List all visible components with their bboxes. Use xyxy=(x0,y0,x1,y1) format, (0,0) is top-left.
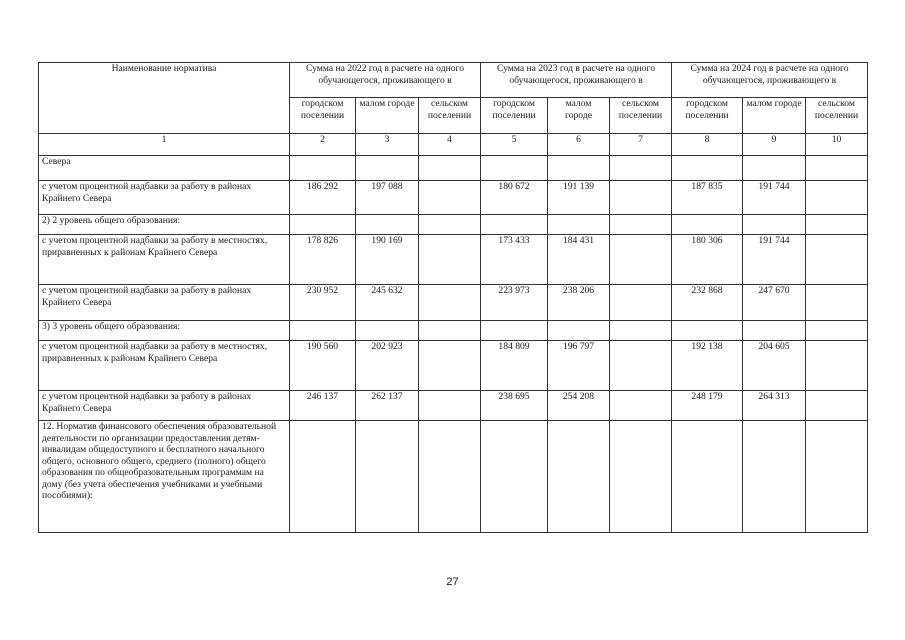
row-label: с учетом процентной надбавки за работу в районах Крайнего Севера xyxy=(39,285,290,321)
value-cell xyxy=(356,156,419,181)
value-cell xyxy=(356,421,419,533)
col-number: 5 xyxy=(481,134,548,156)
value-cell xyxy=(610,341,672,391)
table-row xyxy=(39,156,868,181)
value-cell: 173 433 xyxy=(481,235,548,285)
value-cell xyxy=(548,215,610,235)
value-cell xyxy=(419,285,481,321)
row-label: с учетом процентной надбавки за работу в районах Крайнего Севера xyxy=(39,391,290,421)
value-cell xyxy=(290,215,356,235)
value-cell: 191 744 xyxy=(743,235,806,285)
col-number: 7 xyxy=(610,134,672,156)
value-cell xyxy=(356,321,419,341)
value-cell xyxy=(419,156,481,181)
col-number: 2 xyxy=(290,134,356,156)
value-cell xyxy=(743,321,806,341)
value-cell: 191 139 xyxy=(548,181,610,215)
row-label: с учетом процентной надбавки за работу в местностях, приравненных к районам Крайнего Севера xyxy=(39,235,290,285)
row-label: с учетом процентной надбавки за работу в районах Крайнего Севера xyxy=(39,181,290,215)
value-cell xyxy=(419,215,481,235)
subcol-urban: городском поселении xyxy=(672,98,743,134)
value-cell xyxy=(548,156,610,181)
value-cell xyxy=(806,341,868,391)
value-cell xyxy=(548,421,610,533)
value-cell xyxy=(481,321,548,341)
value-cell: 180 672 xyxy=(481,181,548,215)
value-cell xyxy=(610,156,672,181)
row-label: 12. Норматив финансового обеспечения образовательной деятельности по организации предоставления детям-инвалидам общедоступного и бесплатного начального общего, основного общего, среднего (полного) общего образования по общеобразовательным программам на дому (без учета обеспечения учебниками и учебными пособиями): xyxy=(39,421,290,533)
value-cell xyxy=(743,421,806,533)
value-cell: 186 292 xyxy=(290,181,356,215)
page-number: 27 xyxy=(446,576,459,588)
value-cell xyxy=(610,181,672,215)
col-number: 3 xyxy=(356,134,419,156)
value-cell xyxy=(356,215,419,235)
value-cell xyxy=(610,285,672,321)
value-cell xyxy=(419,421,481,533)
table-row xyxy=(39,215,868,235)
value-cell: 262 137 xyxy=(356,391,419,421)
subcol-rural: сельском поселении xyxy=(806,98,868,134)
subcol-urban: городском поселении xyxy=(481,98,548,134)
value-cell xyxy=(806,285,868,321)
value-cell: 254 208 xyxy=(548,391,610,421)
value-cell xyxy=(481,156,548,181)
value-cell: 191 744 xyxy=(743,181,806,215)
value-cell xyxy=(419,391,481,421)
value-cell: 248 179 xyxy=(672,391,743,421)
value-cell: 190 560 xyxy=(290,341,356,391)
value-cell: 238 206 xyxy=(548,285,610,321)
value-cell xyxy=(548,321,610,341)
col-number: 10 xyxy=(806,134,868,156)
value-cell: 192 138 xyxy=(672,341,743,391)
table-row xyxy=(39,235,868,285)
value-cell: 196 797 xyxy=(548,341,610,391)
value-cell: 245 632 xyxy=(356,285,419,321)
value-cell: 223 973 xyxy=(481,285,548,321)
value-cell: 180 306 xyxy=(672,235,743,285)
header-group-2022: Сумма на 2022 год в расчете на одного обучающегося, проживающего в xyxy=(290,63,481,98)
subcol-rural: сельском поселении xyxy=(419,98,481,134)
header-group-2024: Сумма на 2024 год в расчете на одного обучающегося, проживающего в xyxy=(672,63,868,98)
value-cell: 232 868 xyxy=(672,285,743,321)
value-cell xyxy=(419,321,481,341)
value-cell xyxy=(419,235,481,285)
subcol-rural: сельском поселении xyxy=(610,98,672,134)
value-cell: 178 826 xyxy=(290,235,356,285)
header-name-col: Наименование норматива xyxy=(39,63,290,134)
table-row xyxy=(39,391,868,421)
subcol-small-town: малом городе xyxy=(548,98,610,134)
col-number: 4 xyxy=(419,134,481,156)
header-group-2023: Сумма на 2023 год в расчете на одного обучающегося, проживающего в xyxy=(481,63,672,98)
value-cell xyxy=(806,156,868,181)
header-group-row xyxy=(39,63,868,98)
table-row xyxy=(39,285,868,321)
value-cell: 230 952 xyxy=(290,285,356,321)
value-cell xyxy=(672,215,743,235)
row-label: с учетом процентной надбавки за работу в местностях, приравненных к районам Крайнего Севера xyxy=(39,341,290,391)
value-cell xyxy=(806,215,868,235)
column-number-row xyxy=(39,134,868,156)
col-number: 1 xyxy=(39,134,290,156)
subcol-small-town: малом городе xyxy=(743,98,806,134)
value-cell xyxy=(806,321,868,341)
table-row xyxy=(39,321,868,341)
value-cell xyxy=(672,421,743,533)
subcol-urban: городском поселении xyxy=(290,98,356,134)
value-cell: 247 670 xyxy=(743,285,806,321)
row-label: 2) 2 уровень общего образования: xyxy=(39,215,290,235)
value-cell: 184 431 xyxy=(548,235,610,285)
value-cell xyxy=(806,235,868,285)
value-cell: 197 088 xyxy=(356,181,419,215)
value-cell xyxy=(481,215,548,235)
value-cell: 238 695 xyxy=(481,391,548,421)
table-row xyxy=(39,421,868,533)
value-cell xyxy=(290,321,356,341)
value-cell xyxy=(806,391,868,421)
value-cell xyxy=(743,156,806,181)
value-cell xyxy=(419,341,481,391)
col-number: 9 xyxy=(743,134,806,156)
value-cell xyxy=(806,421,868,533)
value-cell xyxy=(290,421,356,533)
value-cell xyxy=(290,156,356,181)
value-cell xyxy=(610,215,672,235)
value-cell: 202 923 xyxy=(356,341,419,391)
col-number: 6 xyxy=(548,134,610,156)
col-number: 8 xyxy=(672,134,743,156)
value-cell xyxy=(610,321,672,341)
value-cell: 184 809 xyxy=(481,341,548,391)
value-cell xyxy=(743,215,806,235)
value-cell: 190 169 xyxy=(356,235,419,285)
subcol-small-town: малом городе xyxy=(356,98,419,134)
value-cell xyxy=(610,421,672,533)
value-cell: 246 137 xyxy=(290,391,356,421)
value-cell xyxy=(672,156,743,181)
value-cell xyxy=(806,181,868,215)
table-row xyxy=(39,181,868,215)
table-row xyxy=(39,341,868,391)
value-cell: 187 835 xyxy=(672,181,743,215)
value-cell xyxy=(610,391,672,421)
normatives-table xyxy=(38,62,868,533)
row-label: 3) 3 уровень общего образования: xyxy=(39,321,290,341)
value-cell xyxy=(610,235,672,285)
value-cell xyxy=(481,421,548,533)
value-cell xyxy=(672,321,743,341)
value-cell: 204 605 xyxy=(743,341,806,391)
value-cell: 264 313 xyxy=(743,391,806,421)
row-label: Севера xyxy=(39,156,290,181)
value-cell xyxy=(419,181,481,215)
